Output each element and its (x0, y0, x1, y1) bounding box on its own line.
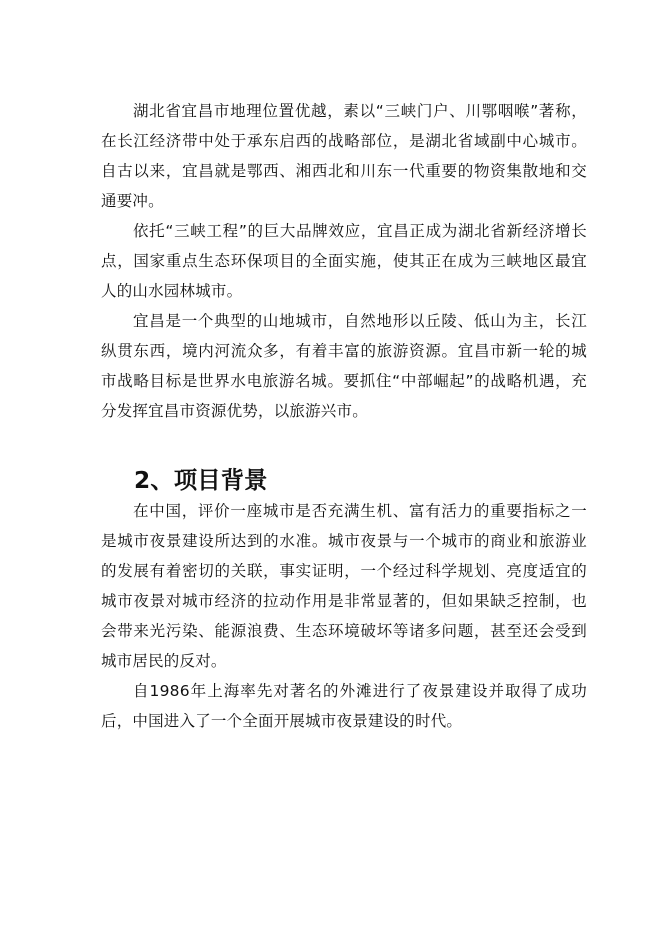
paragraph-mountain-city: 宜昌是一个典型的山地城市，自然地形以丘陵、低山为主，长江纵贯东西，境内河流众多，有着丰富的旅游资源。宜昌市新一轮的城市战略目标是世界水电旅游名城。要抓住“中部崛起”的战略机遇，充分发挥宜昌市资源优势，以旅游兴市。 (101, 312, 587, 420)
document-body (101, 96, 587, 736)
paragraph-yichang-location: 湖北省宜昌市地理位置优越，素以“三峡门户、川鄂咽喉”著称，在长江经济带中处于承东启西的战略部位，是湖北省域副中心城市。自古以来，宜昌就是鄂西、湘西北和川东一代重要的物资集散地和交通要冲。 (101, 102, 587, 210)
section-title: 项目背景 (173, 467, 268, 494)
paragraph-shanghai-bund: 自1986年上海率先对著名的外滩进行了夜景建设并取得了成功后，中国进入了一个全面开展城市夜景建设的时代。 (101, 682, 587, 730)
section-heading-project-background (101, 466, 587, 496)
paragraph-night-view-importance: 在中国，评价一座城市是否充满生机、富有活力的重要指标之一是城市夜景建设所达到的水准。城市夜景与一个城市的商业和旅游业的发展有着密切的关联，事实证明，一个经过科学规划、亮度适宜的城市夜景对城市经济的拉动作用是非常显著的，但如果缺乏控制，也会带来光污染、能源浪费、生态环境破坏等诸多问题，甚至还会受到城市居民的反对。 (101, 502, 587, 670)
section-number: 2、 (134, 467, 174, 494)
paragraph-three-gorges-project: 依托“三峡工程”的巨大品牌效应，宜昌正成为湖北省新经济增长点，国家重点生态环保项目的全面实施，使其正在成为三峡地区最宜人的山水园林城市。 (101, 222, 587, 300)
